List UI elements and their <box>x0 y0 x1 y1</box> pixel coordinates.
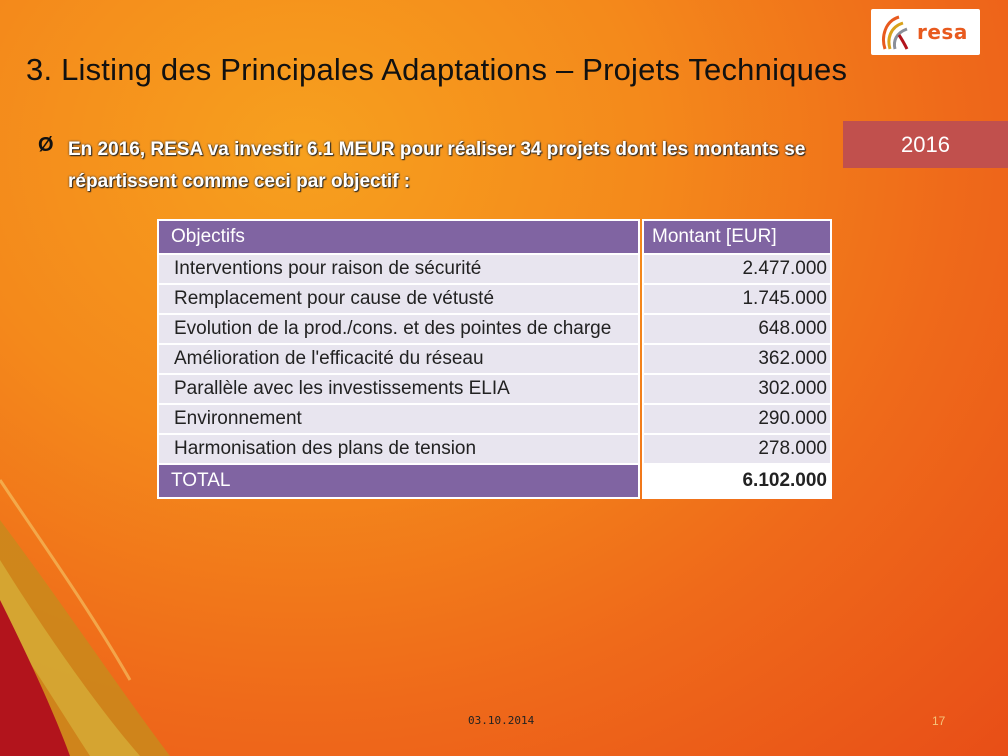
row-montant: 302.000 <box>643 374 831 404</box>
row-objectif: Amélioration de l'efficacité du réseau <box>158 344 639 374</box>
row-objectif: Interventions pour raison de sécurité <box>158 254 639 284</box>
total-label: TOTAL <box>158 464 639 498</box>
row-objectif: Environnement <box>158 404 639 434</box>
year-badge: 2016 <box>843 121 1008 168</box>
resa-logo <box>871 9 980 55</box>
header-montant: Montant [EUR] <box>643 220 831 254</box>
objectives-table <box>157 219 832 499</box>
row-montant: 290.000 <box>643 404 831 434</box>
row-montant: 648.000 <box>643 314 831 344</box>
row-objectif: Evolution de la prod./cons. et des pointes de charge <box>158 314 639 344</box>
table-row <box>158 254 831 284</box>
row-montant: 2.477.000 <box>643 254 831 284</box>
table-row <box>158 374 831 404</box>
intro-text: En 2016, RESA va investir 6.1 MEUR pour réaliser 34 projets dont les montants se répartissent comme ceci par objectif : <box>68 139 806 192</box>
table-header-row <box>158 220 831 254</box>
intro-paragraph <box>38 134 838 198</box>
row-objectif: Harmonisation des plans de tension <box>158 434 639 464</box>
footer-date: 03.10.2014 <box>468 714 535 727</box>
table-row <box>158 314 831 344</box>
table-total-row <box>158 464 831 498</box>
row-objectif: Remplacement pour cause de vétusté <box>158 284 639 314</box>
table-row <box>158 434 831 464</box>
row-montant: 1.745.000 <box>643 284 831 314</box>
resa-logo-mark-icon <box>879 13 911 51</box>
logo-text: resa <box>917 20 968 44</box>
table-row <box>158 344 831 374</box>
page-title: 3. Listing des Principales Adaptations – Projets Techniques <box>26 52 848 87</box>
row-objectif: Parallèle avec les investissements ELIA <box>158 374 639 404</box>
table-row <box>158 404 831 434</box>
row-montant: 362.000 <box>643 344 831 374</box>
header-objectifs: Objectifs <box>158 220 639 254</box>
bullet-arrow-icon: Ø <box>38 134 54 156</box>
table-row <box>158 284 831 314</box>
total-value: 6.102.000 <box>643 464 831 498</box>
page-number: 17 <box>932 714 946 728</box>
row-montant: 278.000 <box>643 434 831 464</box>
